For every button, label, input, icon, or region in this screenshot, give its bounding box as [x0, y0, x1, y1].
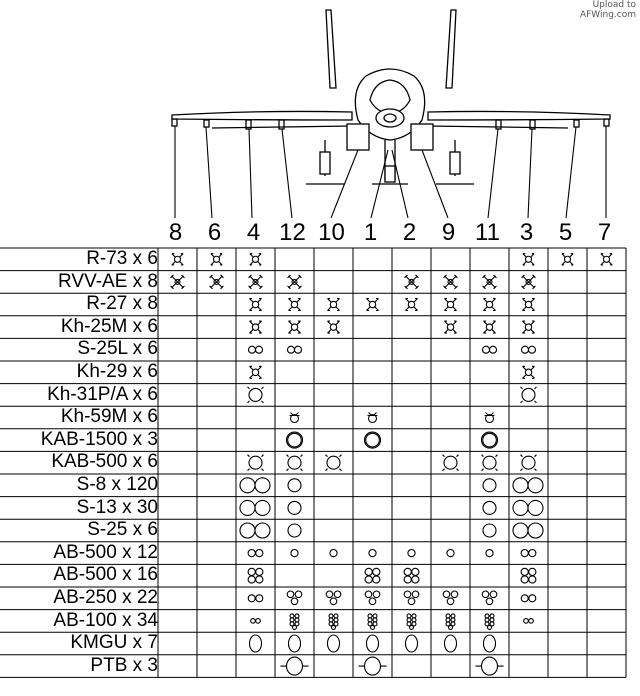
loadout-mark: [406, 635, 418, 652]
loadout-mark: [513, 500, 543, 515]
loadout-mark: [443, 591, 458, 605]
station-12: 12: [279, 219, 306, 246]
loadout-mark: [359, 657, 387, 675]
loadout-mark: [248, 455, 264, 471]
loadout-mark: [172, 254, 183, 265]
loadout-mark: [485, 614, 494, 630]
loadout-mark: [250, 635, 262, 652]
loadout-mark: [484, 299, 496, 311]
loadout-mark: [513, 478, 543, 493]
loadout-mark: [486, 550, 493, 557]
loadout-mark: [523, 366, 535, 378]
loadout-mark: [368, 614, 377, 630]
loadout-mark: [521, 550, 536, 557]
weapon-label-s13: S-13 x 30: [76, 496, 158, 518]
watermark-line-1: Upload to: [592, 0, 636, 10]
station-2: 2: [402, 219, 417, 246]
loadout-mark: [369, 550, 376, 557]
weapon-label-kh25m: Kh-25M x 6: [60, 315, 158, 337]
loadout-mark: [250, 366, 262, 378]
loadout-mark: [483, 346, 497, 353]
station-9: 9: [441, 219, 456, 246]
loadout-mark: [289, 299, 301, 311]
station-8: 8: [168, 219, 183, 246]
loadout-mark: [523, 254, 534, 265]
loadout-mark: [562, 254, 573, 265]
loadout-mark: [210, 275, 224, 289]
loadout-mark: [291, 550, 298, 557]
loadout-mark: [513, 523, 543, 538]
weapon-label-r73: R-73 x 6: [86, 248, 158, 269]
loadout-mark: [248, 387, 264, 403]
loadout-mark: [404, 568, 419, 583]
loadout-mark: [522, 275, 536, 289]
loadout-mark: [288, 346, 302, 353]
weapon-label-s25l: S-25L x 6: [77, 338, 158, 360]
loadout-mark: [521, 568, 536, 583]
loadout-mark: [445, 635, 457, 652]
loadout-mark: [446, 614, 455, 630]
loadout-mark: [523, 299, 535, 311]
loadout-mark: [483, 479, 496, 492]
weapon-label-ab500-16: AB-500 x 16: [53, 564, 158, 586]
loadout-mark: [404, 591, 419, 605]
weapon-label-kab1500: KAB-1500 x 3: [40, 428, 158, 450]
weapon-label-s8: S-8 x 120: [76, 474, 158, 495]
weapon-label-kh29: Kh-29 x 6: [76, 361, 158, 382]
station-5: 5: [558, 219, 573, 246]
loadout-mark: [240, 500, 270, 515]
station-4: 4: [246, 219, 261, 246]
station-6: 6: [207, 219, 222, 246]
loadout-mark: [406, 299, 418, 311]
loadout-mark: [476, 657, 504, 675]
weapon-label-ab250: AB-250 x 22: [53, 587, 158, 608]
loadout-mark: [211, 254, 222, 265]
loadout-mark: [447, 550, 454, 557]
loadout-mark: [288, 501, 301, 514]
loadout-mark: [483, 275, 497, 289]
loadout-mark: [405, 275, 419, 289]
loadout-mark: [240, 478, 270, 493]
station-7: 7: [597, 219, 612, 246]
loadout-mark: [290, 614, 299, 630]
weapon-label-r27: R-27 x 8: [86, 293, 158, 315]
loadout-mark: [445, 321, 457, 333]
loadout-mark: [288, 479, 301, 492]
loadout-mark: [367, 299, 379, 311]
loadout-mark: [251, 619, 261, 624]
loadout-mark: [328, 299, 340, 311]
loadout-mark: [484, 321, 496, 333]
station-1: 1: [363, 219, 378, 246]
loadout-mark: [326, 455, 342, 471]
loadout-mark: [289, 635, 301, 652]
loadout-mark: [248, 550, 263, 557]
weapon-label-kab500: KAB-500 x 6: [51, 451, 158, 473]
loadout-mark: [601, 254, 612, 265]
loadout-mark: [248, 595, 263, 602]
loadout-mark: [289, 321, 301, 333]
station-11: 11: [475, 219, 500, 246]
loadout-mark: [523, 321, 535, 333]
loadout-mark: [290, 413, 300, 423]
loadout-mark: [483, 524, 496, 537]
loadout-mark: [250, 299, 262, 311]
loadout-mark: [408, 550, 415, 557]
loadout-mark: [249, 346, 263, 353]
weapon-label-ptb: PTB x 3: [90, 654, 158, 676]
loadout-mark: [365, 568, 380, 583]
loadout-mark: [482, 432, 498, 448]
loadout-mark: [287, 455, 303, 471]
station-3: 3: [519, 219, 534, 246]
loadout-mark: [524, 619, 534, 624]
loadout-mark: [326, 591, 341, 605]
loadout-mark: [444, 275, 458, 289]
loadout-mark: [482, 455, 498, 471]
loadout-mark: [328, 635, 340, 652]
loadout-mark: [240, 523, 270, 538]
loadout-mark: [482, 591, 497, 605]
weapon-label-s25: S-25 x 6: [87, 519, 158, 541]
loadout-mark: [485, 413, 495, 423]
loadout-mark: [329, 614, 338, 630]
weapon-label-ab100: AB-100 x 34: [53, 609, 158, 631]
loadout-mark: [287, 591, 302, 605]
loadout-mark: [171, 275, 185, 289]
loadout-mark: [288, 275, 302, 289]
weapon-label-kmgu: KMGU x 7: [70, 632, 158, 654]
loadout-mark: [484, 635, 496, 652]
loadout-mark: [368, 413, 378, 423]
station-10: 10: [318, 219, 345, 246]
weapon-label-kh31: Kh-31P/A x 6: [47, 383, 158, 405]
loadout-mark: [521, 455, 537, 471]
loadout-mark: [288, 524, 301, 537]
loadout-mark: [287, 432, 303, 448]
watermark-line-2: AFWing.com: [579, 10, 636, 20]
loadout-mark: [483, 501, 496, 514]
loadout-mark: [407, 614, 416, 630]
loadout-mark: [521, 595, 536, 602]
loadout-mark: [443, 455, 459, 471]
loadout-mark: [365, 591, 380, 605]
weapon-label-kh59m: Kh-59M x 6: [60, 406, 158, 428]
loadout-mark: [445, 299, 457, 311]
loadout-mark: [249, 275, 263, 289]
loadout-mark: [521, 387, 537, 403]
loadout-mark: [330, 550, 337, 557]
loadout-mark: [365, 432, 381, 448]
loadout-mark: [281, 657, 309, 675]
loadout-mark: [522, 346, 536, 353]
loadout-mark: [328, 321, 340, 333]
weapon-label-ab500-12: AB-500 x 12: [53, 541, 158, 563]
loadout-mark: [248, 568, 263, 583]
loadout-mark: [250, 254, 261, 265]
loadout-mark: [250, 321, 262, 333]
loadout-mark: [367, 635, 379, 652]
weapon-label-rvv-ae: RVV-AE x 8: [58, 270, 158, 292]
